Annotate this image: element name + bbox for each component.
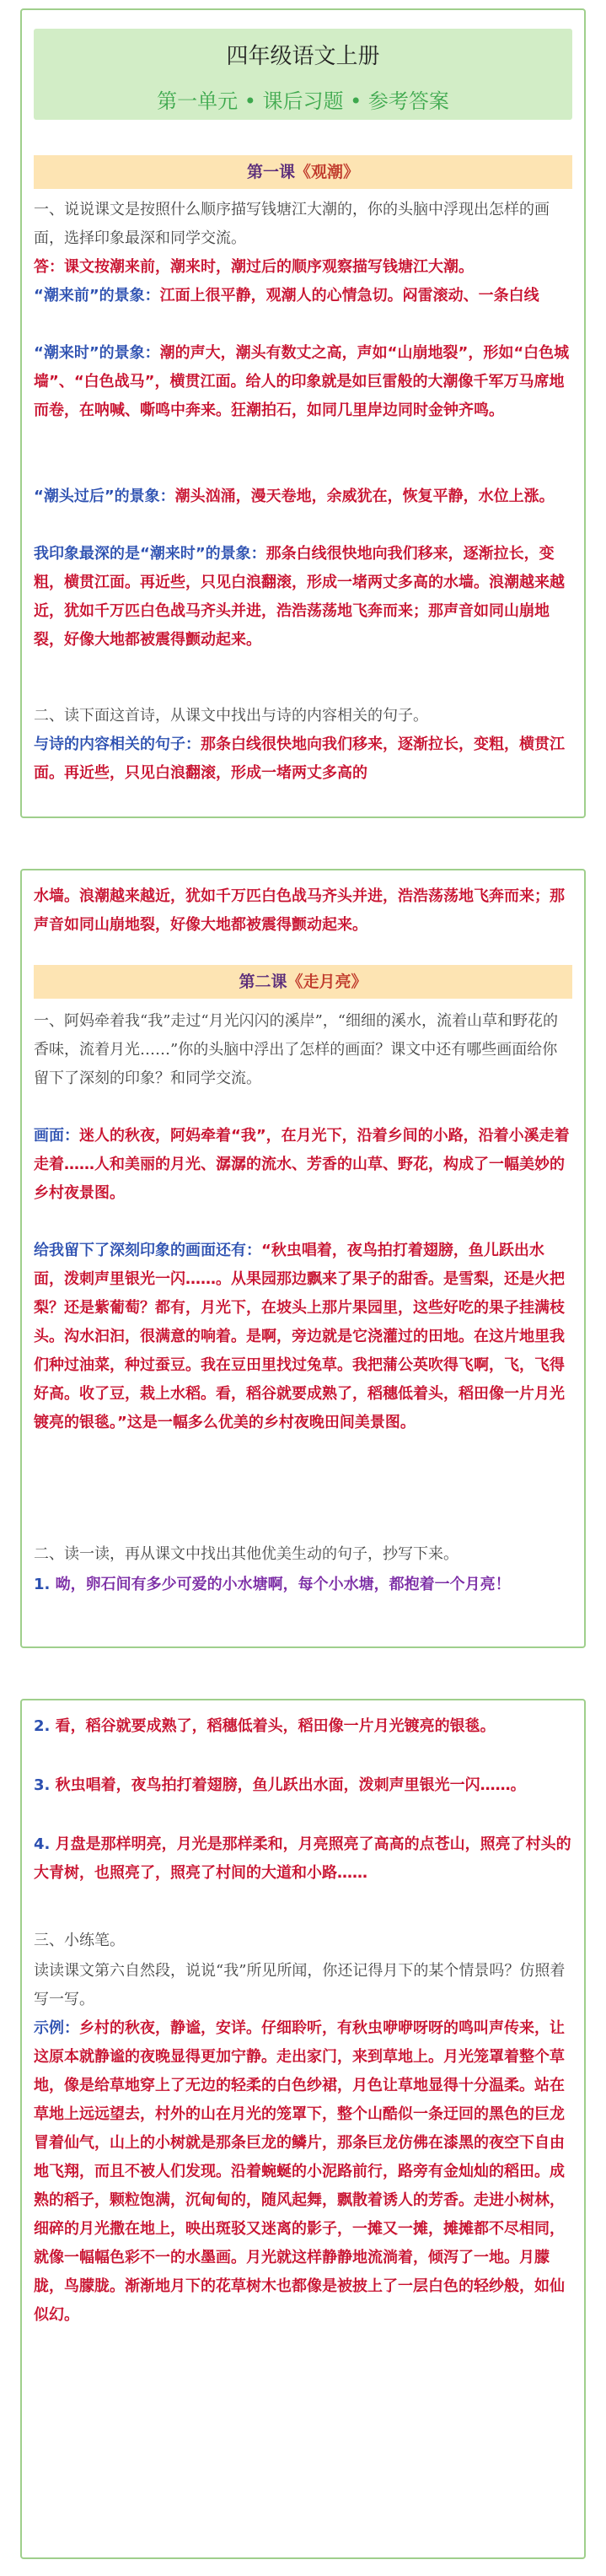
lesson-2-question-3-description: 读读课文第六自然段，说说“我”所见所闻，你还记得月下的某个情景吗？仿照着写一写。 [34,1962,566,2008]
sentence-2 [34,1712,572,1741]
lesson-1-impression-paragraph [34,540,572,655]
lesson-2-picture-paragraph [34,1122,572,1208]
lesson-1-heading [34,155,572,189]
before-text: 江面上很平静，观潮人的心情急切。闷雷滚动、一条白线 [159,287,539,304]
lesson-2-title: 《走月亮》 [287,973,367,991]
lesson-1-answer-1: 答：课文按潮来前，潮来时，潮过后的顺序观察描写钱塘江大潮。 [34,258,474,276]
sentence-1 [34,1571,572,1599]
sentence-1-number: 1. [34,1576,51,1593]
picture-label: 画面： [34,1127,79,1145]
sentence-2-number: 2. [34,1717,51,1735]
sentence-2-text: 看，稻谷就要成熟了，稻穗低着头，稻田像一片月光镀亮的银毯。 [55,1717,496,1735]
sentence-4 [34,1830,572,1888]
content-panel-2 [20,869,586,1648]
lesson-1-title: 《观潮》 [295,163,360,181]
example-label: 示例： [34,2019,79,2037]
lesson-1-before-paragraph [34,282,572,310]
sentence-4-number: 4. [34,1835,51,1853]
after-label: “潮头过后”的景象： [34,488,175,505]
content-panel-3 [20,1699,586,2559]
sentence-3 [34,1771,572,1800]
answer-2-text: 那条白线很快地向我们移来，逐渐拉长，变粗，横贯江面。再近些，只见白浪翻滚，形成一堵两丈多高的 [34,736,565,782]
lesson-1-during-paragraph [34,339,572,425]
during-text: 潮的声大，潮头有数丈之高，声如“山崩地裂”，形如“白色城墙”、“白色战马”，横贯江面。给人的印象就是如巨雷般的大潮像千军万马席地而卷，在呐喊、嘶鸣中奔来。狂潮拍石，如同几里岸边同时金钟齐鸣。 [34,344,570,419]
lesson-1-after-paragraph [34,482,572,511]
example-text: 乡村的秋夜，静谧，安详。仔细聆听，有秋虫咿咿呀呀的鸣叫声传来，让这原本就静谧的夜晚显得更加宁静。走出家门，来到草地上。月光笼罩着整个草地，像是给草地穿上了无边的轻柔的白色纱裙，月色让草地显得十分温柔。站在草地上远远望去，村外的山在月光的笼罩下，整个山酷似一条迂回的黑色的巨龙冒着仙气，山上的小树就是那条巨龙的鳞片，那条巨龙仿佛在漆黑的夜空下自由地飞翔，而且不被人们发现。沿着蜿蜒的小泥路前行，路旁有金灿灿的稻田。成熟的稻子，颗粒饱满，沉甸甸的，随风起舞，飘散着诱人的芳香。走进小树林，细碎的月光撒在地上，映出斑驳又迷离的影子，一摊又一摊，摊摊都不尽相同，就像一幅幅色彩不一的水墨画。月光就这样静静地流淌着，倾泻了一地。月朦胧，鸟朦胧。渐渐地月下的花草树木也都像是被披上了一层白色的轻纱般，如仙似幻。 [34,2019,565,2324]
deep-impression-text: “秋虫唱着，夜鸟拍打着翅膀，鱼儿跃出水面，泼刺声里银光一闪……。从果园那边飘来了果子的甜香。是雪梨，还是火把梨？还是紫葡萄？都有，月光下，在坡头上那片果园里，这些好吃的果子挂满枝头。沟水汩汩，很满意的响着。是啊，旁边就是它浇灌过的田地。在这片地里我们种过油菜，种过蚕豆。我在豆田里找过兔草。我把蒲公英吹得飞啊，飞，飞得好高。收了豆，栽上水稻。看，稻谷就要成熟了，稻穗低着头，稻田像一片月光镀亮的银毯。”这是一幅多么优美的乡村夜晚田间美景图。 [34,1242,565,1431]
impression-label: 我印象最深的是“潮来时”的景象： [34,545,266,563]
lesson-1-answer-2 [34,730,572,788]
lesson-2-question-2: 二、读一读，再从课文中找出其他优美生动的句子，抄写下来。 [34,1545,459,1563]
example-paragraph [34,2014,572,2330]
before-label: “潮来前”的景象： [34,287,160,304]
lesson-2-question-1: 一、阿妈牵着我“我”走过“月光闪闪的溪岸”，“细细的溪水，流着山草和野花的香味，流着月光……”你的头脑中浮出了怎样的画面？课文中还有哪些画面给你留下了深刻的印象？和同学交流。 [34,1012,559,1087]
sentence-3-number: 3. [34,1776,51,1794]
lesson-1-answer-2-continued: 水墙。浪潮越来越近，犹如千万匹白色战马齐头并进，浩浩荡荡地飞奔而来；那声音如同山崩地裂，好像大地都被震得颤动起来。 [34,887,565,934]
header-banner [34,29,572,120]
picture-text: 迷人的秋夜，阿妈牵着“我”，在月光下，沿着乡间的小路，沿着小溪走着走着……人和美丽的月光、潺潺的流水、芳香的山草、野花，构成了一幅美妙的乡村夜景图。 [34,1127,570,1202]
lesson-1-question-1: 一、说说课文是按照什么顺序描写钱塘江大潮的，你的头脑中浮现出怎样的画面，选择印象最深和同学交流。 [34,201,550,247]
after-text: 潮头汹涌，漫天卷地，余威犹在，恢复平静，水位上涨。 [174,488,555,505]
content-panel-1 [20,8,586,818]
lesson-1-question-2: 二、读下面这首诗，从课文中找出与诗的内容相关的句子。 [34,707,428,725]
lesson-2-heading [34,965,572,999]
answer-2-label: 与诗的内容相关的句子： [34,736,201,753]
lesson-2-impression-paragraph [34,1237,572,1437]
deep-impression-label: 给我留下了深刻印象的画面还有： [34,1242,261,1259]
lesson-2-prefix: 第二课 [239,973,287,991]
page-title: 四年级语文上册 [226,44,380,69]
lesson-1-prefix: 第一课 [246,163,295,181]
lesson-2-question-3: 三、小练笔。 [34,1932,125,1949]
sentence-4-text: 月盘是那样明亮，月光是那样柔和，月亮照亮了高高的点苍山，照亮了村头的大青树，也照亮了，照亮了村间的大道和小路…… [34,1835,571,1882]
page-subtitle: 第一单元 • 课后习题 • 参考答案 [157,89,449,113]
sentence-1-text: 呦，卵石间有多少可爱的小水塘啊，每个小水塘，都抱着一个月亮！ [55,1576,511,1593]
sentence-3-text: 秋虫唱着，夜鸟拍打着翅膀，鱼儿跃出水面，泼刺声里银光一闪……。 [55,1776,526,1794]
impression-text: 那条白线很快地向我们移来，逐渐拉长，变粗，横贯江面。再近些，只见白浪翻滚，形成一堵两丈多高的水墙。浪潮越来越近，犹如千万匹白色战马齐头并进，浩浩荡荡地飞奔而来；那声音如同山崩地裂，好像大地都被震得颤动起来。 [34,545,565,649]
during-label: “潮来时”的景象： [34,344,160,362]
